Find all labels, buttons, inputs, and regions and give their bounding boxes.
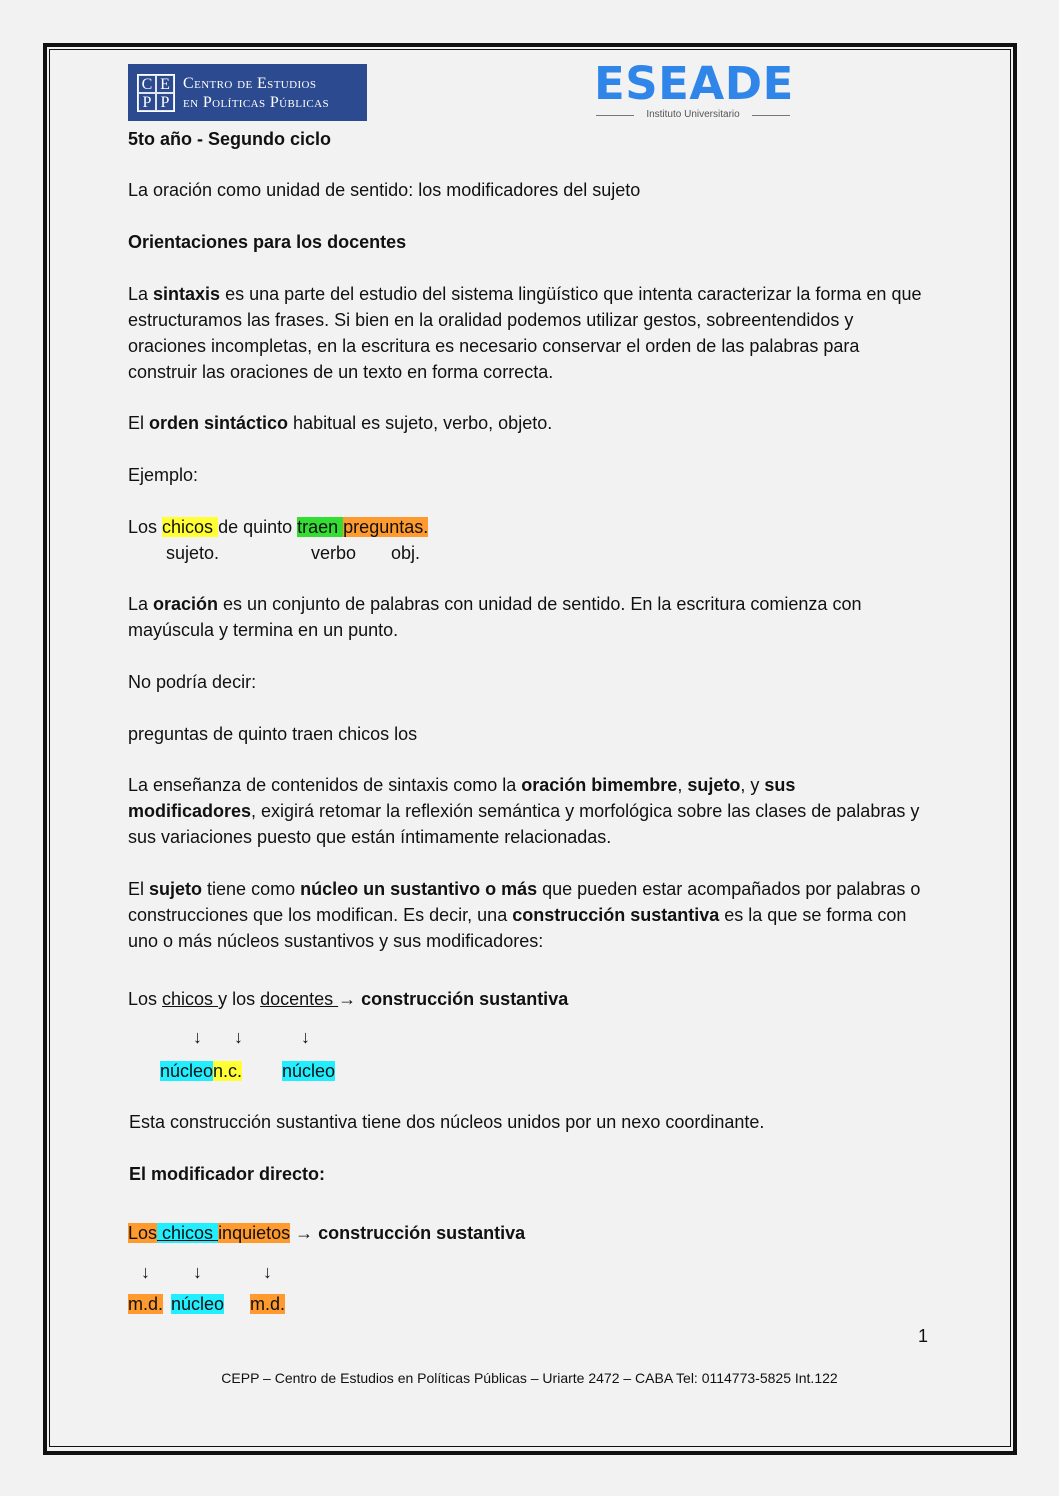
down-arrow-icon: ↓ bbox=[301, 1027, 310, 1047]
cepp-monogram bbox=[137, 74, 175, 112]
paragraph-orden: El orden sintáctico habitual es sujeto, verbo, objeto. bbox=[128, 413, 553, 433]
tag-md: m.d. bbox=[250, 1294, 286, 1314]
page-number: 1 bbox=[918, 1326, 929, 1346]
cepp-logo bbox=[128, 64, 367, 121]
eseade-wordmark: ESEADE bbox=[594, 57, 794, 110]
example-sentence-3: Los chicos inquietos → construcción sustantiva bbox=[128, 1223, 526, 1243]
tag-nucleo: núcleon.c. bbox=[160, 1061, 243, 1081]
cepp-letter: C bbox=[138, 75, 156, 93]
section-title: Orientaciones para los docentes bbox=[128, 232, 407, 252]
cepp-letter: P bbox=[156, 93, 174, 111]
paragraph-oracion: La oración es un conjunto de palabras con unidad de sentido. En la escritura comienza con mayúscula y termina en un punto. bbox=[128, 594, 862, 640]
cepp-wordmark bbox=[183, 74, 329, 112]
example-sentence-2: Los chicos y los docentes → construcción sustantiva bbox=[128, 989, 569, 1009]
down-arrow-icon: ↓ bbox=[141, 1262, 150, 1282]
eseade-subtitle: Instituto Universitario bbox=[594, 109, 792, 121]
tag-nucleo: núcleo bbox=[282, 1061, 336, 1081]
down-arrow-icon: ↓ bbox=[234, 1027, 243, 1047]
example-sentence-1: Los chicos de quinto traen preguntas. bbox=[128, 517, 429, 537]
tag-verbo: verbo bbox=[311, 543, 357, 563]
paragraph-sujeto: El sujeto tiene como núcleo un sustantivo o más que pueden estar acompañados por palabras o construcciones que los modifican. Es decir, una construcción sustantiva es la que se forma con uno o más núcleos sustantivos y sus modificadores: bbox=[128, 879, 921, 951]
paragraph-sintaxis: La sintaxis es una parte del estudio del sistema lingüístico que intenta caracterizar la forma en que estructuramos las frases. Si bien en la oralidad podemos utilizar gestos, sobreentendidos y oraciones incompletas, en la escritura es necesario conservar el orden de las palabras para construir las oraciones de un texto en forma correcta. bbox=[128, 284, 922, 382]
cepp-line-2: en Políticas Públicas bbox=[183, 93, 330, 111]
tag-md: m.d. bbox=[128, 1294, 164, 1314]
example-label: Ejemplo: bbox=[128, 465, 199, 485]
down-arrow-icon: ↓ bbox=[263, 1262, 272, 1282]
cepp-letter: E bbox=[156, 75, 174, 93]
topic-title: La oración como unidad de sentido: los modificadores del sujeto bbox=[128, 180, 641, 200]
course-title: 5to año - Segundo ciclo bbox=[128, 129, 332, 149]
bad-sentence: preguntas de quinto traen chicos los bbox=[128, 724, 418, 744]
example2-note: Esta construcción sustantiva tiene dos núcleos unidos por un nexo coordinante. bbox=[129, 1112, 765, 1132]
md-title: El modificador directo: bbox=[129, 1164, 326, 1184]
down-arrow-icon: ↓ bbox=[193, 1027, 202, 1047]
cepp-line-1: Centro de Estudios bbox=[183, 74, 317, 92]
paragraph-ensenanza: La enseñanza de contenidos de sintaxis como la oración bimembre, sujeto, y sus modificadores, exigirá retomar la reflexión semántica y morfológica sobre las clases de palabras y sus variaciones puesto que están íntimamente relacionadas. bbox=[128, 775, 920, 847]
no-podria-label: No podría decir: bbox=[128, 672, 257, 692]
footer: CEPP – Centro de Estudios en Políticas Públicas – Uriarte 2472 – CABA Tel: 0114773-5825 Int.122 bbox=[221, 1370, 838, 1386]
tag-obj: obj. bbox=[391, 543, 421, 563]
eseade-logo bbox=[594, 57, 794, 122]
cepp-letter: P bbox=[138, 93, 156, 111]
down-arrow-icon: ↓ bbox=[193, 1262, 202, 1282]
tag-nucleo: núcleo bbox=[171, 1294, 225, 1314]
tag-sujeto: sujeto. bbox=[166, 543, 220, 563]
